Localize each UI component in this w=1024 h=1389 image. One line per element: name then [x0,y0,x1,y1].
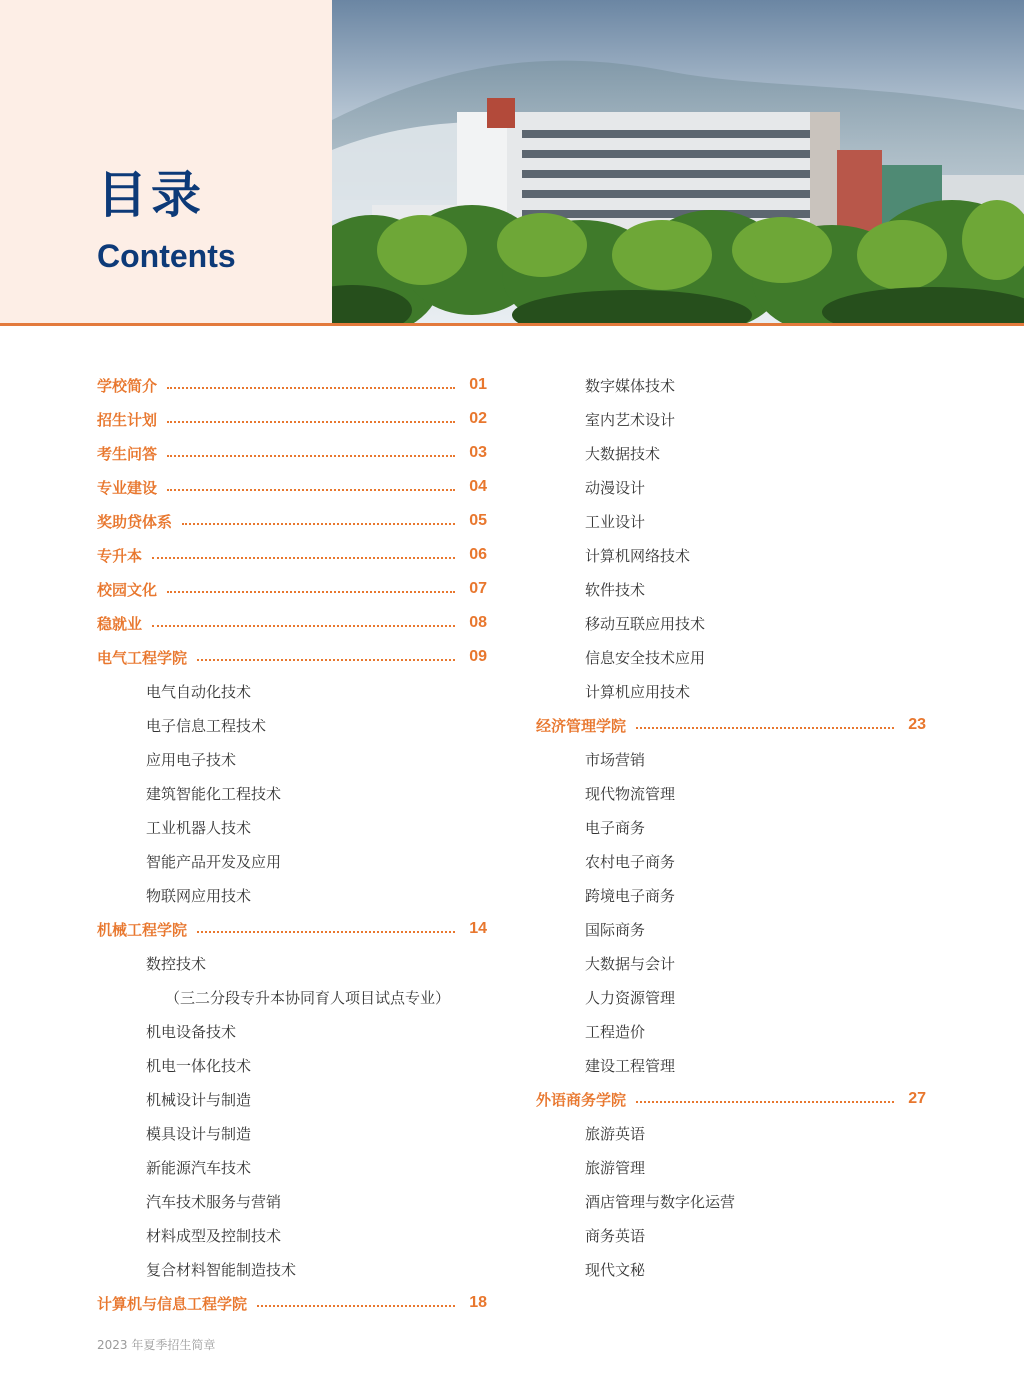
toc-program-item: 现代文秘 [585,1260,646,1279]
toc-program-item: 酒店管理与数字化运营 [585,1192,736,1211]
toc-program-item: 模具设计与制造 [146,1124,252,1143]
toc-section-label: 考生问答 [97,444,158,463]
toc-program-item: 数控技术 [146,954,207,973]
footer-text: 2023 年夏季招生简章 [97,1338,216,1352]
dot-leader [167,489,455,491]
dot-leader [152,557,455,559]
toc-section-label: 专业建设 [97,478,158,497]
campus-building-illustration [332,0,1024,325]
toc-section-label: 奖助贷体系 [97,512,173,531]
toc-section-entry[interactable] [97,912,487,946]
toc-section-entry[interactable] [97,402,487,436]
toc-program-item: 跨境电子商务 [585,886,676,905]
toc-program-item: 电子信息工程技术 [146,716,267,735]
toc-program-item: 建设工程管理 [585,1056,676,1075]
toc-program-item: 计算机网络技术 [585,546,691,565]
toc-section-label: 校园文化 [97,580,158,599]
toc-program-item: 新能源汽车技术 [146,1158,252,1177]
campus-photo [332,0,1024,325]
toc-section-entry[interactable] [97,538,487,572]
toc-section-label: 机械工程学院 [97,920,188,939]
toc-program-item: 工程造价 [585,1022,646,1041]
toc-section-entry[interactable] [97,1286,487,1320]
toc-program-item: 室内艺术设计 [585,410,676,429]
toc-program-item: 移动互联应用技术 [585,614,706,633]
toc-program-item: 商务英语 [585,1226,646,1245]
toc-section-entry[interactable] [97,470,487,504]
toc-page-number: 23 [908,716,926,733]
toc-page-number: 27 [908,1090,926,1107]
dot-leader [197,659,455,661]
toc-program-item: 机电一体化技术 [146,1056,252,1075]
toc-page-number: 14 [469,920,487,937]
toc-column-left [97,368,487,1320]
toc-program-item: 信息安全技术应用 [585,648,706,667]
dot-leader [167,387,455,389]
toc-section-label: 学校简介 [97,376,158,395]
toc-section-label: 稳就业 [97,614,143,633]
toc-program-item: 大数据技术 [585,444,661,463]
toc-section-label: 外语商务学院 [536,1090,627,1109]
toc-program-item: 材料成型及控制技术 [146,1226,282,1245]
toc-program-item: 建筑智能化工程技术 [146,784,282,803]
toc-page-number: 03 [469,444,487,461]
toc-program-item: 应用电子技术 [146,750,237,769]
dot-leader [636,727,894,729]
toc-program-item: 人力资源管理 [585,988,676,1007]
toc-program-item: 大数据与会计 [585,954,676,973]
toc-program-item: 机电设备技术 [146,1022,237,1041]
dot-leader [257,1305,455,1307]
toc-program-item: 汽车技术服务与营销 [146,1192,282,1211]
toc-program-item: 数字媒体技术 [585,376,676,395]
dot-leader [182,523,455,525]
toc-page-number: 02 [469,410,487,427]
toc-program-item: 物联网应用技术 [146,886,252,905]
toc-section-entry[interactable] [97,640,487,674]
toc-section-label: 专升本 [97,546,143,565]
toc-program-item: 复合材料智能制造技术 [146,1260,297,1279]
toc-program-item: 电子商务 [585,818,646,837]
toc-program-item: 工业机器人技术 [146,818,252,837]
toc-column-right [536,368,926,1286]
toc-program-item: 动漫设计 [585,478,646,497]
dot-leader [197,931,455,933]
toc-section-label: 电气工程学院 [97,648,188,667]
toc-program-item: 软件技术 [585,580,646,599]
dot-leader [152,625,455,627]
toc-page-number: 05 [469,512,487,529]
toc-section-label: 经济管理学院 [536,716,627,735]
dot-leader [167,421,455,423]
toc-page-number: 18 [469,1294,487,1311]
toc-program-item: 国际商务 [585,920,646,939]
toc-program-item: 旅游管理 [585,1158,646,1177]
page-title-cn: 目录 [97,166,205,224]
toc-page-number: 07 [469,580,487,597]
toc-program-item: 智能产品开发及应用 [146,852,282,871]
toc-section-entry[interactable] [536,1082,926,1116]
toc-section-entry[interactable] [97,368,487,402]
dot-leader [167,455,455,457]
dot-leader [167,591,455,593]
toc-section-entry[interactable] [97,606,487,640]
toc-section-label: 招生计划 [97,410,158,429]
toc-section-entry[interactable] [97,504,487,538]
toc-section-label: 计算机与信息工程学院 [97,1294,248,1313]
page-title-en: Contents [97,238,236,274]
toc-program-item: 电气自动化技术 [146,682,252,701]
header-divider [0,323,1024,326]
toc-program-item: 工业设计 [585,512,646,531]
toc-page-number: 04 [469,478,487,495]
toc-program-item: 机械设计与制造 [146,1090,252,1109]
toc-page-number: 01 [469,376,487,393]
toc-page-number: 06 [469,546,487,563]
toc-section-entry[interactable] [97,436,487,470]
toc-page-number: 09 [469,648,487,665]
hero-title-panel [0,0,332,325]
dot-leader [636,1101,894,1103]
toc-program-item: 计算机应用技术 [585,682,691,701]
toc-program-item: 现代物流管理 [585,784,676,803]
toc-page-number: 08 [469,614,487,631]
toc-section-entry[interactable] [97,572,487,606]
toc-program-note: （三二分段专升本协同育人项目试点专业） [165,988,451,1007]
toc-program-item: 农村电子商务 [585,852,676,871]
toc-section-entry[interactable] [536,708,926,742]
toc-program-item: 市场营销 [585,750,646,769]
toc-program-item: 旅游英语 [585,1124,646,1143]
